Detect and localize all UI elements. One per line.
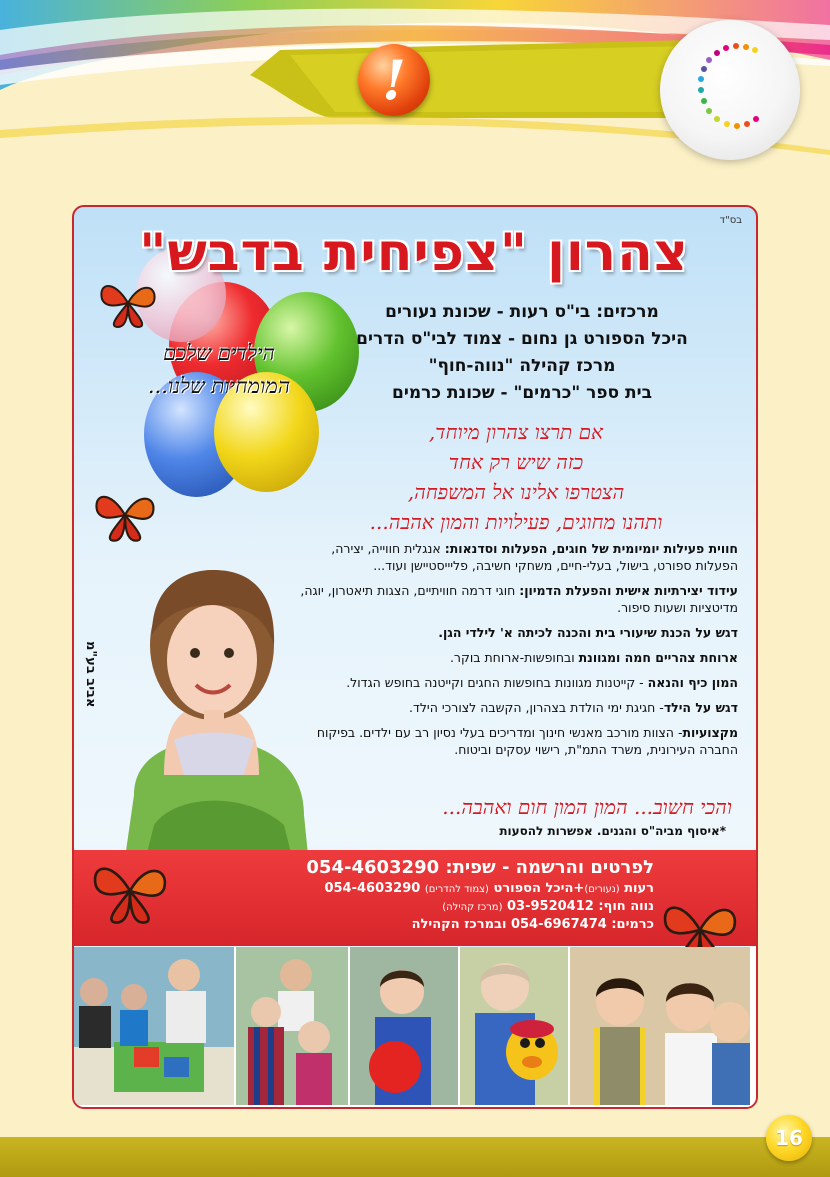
- color-dots-disc-icon: [660, 20, 800, 160]
- exclamation-ball-icon: [358, 44, 430, 116]
- children-photo: [570, 947, 750, 1105]
- page-number-badge: 16: [766, 1115, 812, 1161]
- script-line: אם תרצו צהרון מיוחד,: [428, 420, 604, 444]
- bsd-mark: בס"ד: [719, 215, 742, 226]
- contact-neve: נווה חוף: 03-9520412 (מרכז קהילה): [442, 899, 654, 914]
- script-line: ותהנו מחוגים, פעילויות והמון אהבה...: [369, 510, 663, 534]
- center-line: בית ספר "כרמים" - שכונת כרמים: [391, 383, 652, 403]
- feature-item: דגש על הכנת שיעורי בית והכנה לכיתה א' לילדי הגן.: [438, 625, 738, 640]
- daycare-advertisement: [72, 205, 758, 1109]
- children-photo: [460, 947, 568, 1105]
- contact-kramim: כרמים: 054-6967474 ובמרכז הקהילה: [411, 917, 654, 932]
- photo-credit: אביב בע"מ: [83, 640, 98, 707]
- center-line: היכל הספורט גן נחום - צמוד לבי"ס הדרים: [356, 329, 688, 349]
- feature-item: מקצועיות- הצוות מורכב מאנשי חינוך ומדריכים בעלי נסיון רב עם ילדים. בפיקוח החברה העירונית, משרד התמ"ת, רישוי עסקים וביטוח.: [316, 725, 738, 757]
- butterfly-icon: [88, 854, 172, 928]
- feature-item: עידוד יצירתיות אישית והפעלת הדמיון: חוגי דרמה חוויתיים, הצגות תיאטרון, יוגה, מדיטציות ושעות סיפור.: [300, 583, 738, 615]
- tagline-line: המומחיות שלנו...: [147, 374, 291, 398]
- children-photo-strip: [74, 947, 756, 1107]
- features-list: [298, 540, 738, 766]
- butterfly-icon: [96, 275, 160, 331]
- transport-note: *איסוף מביה"ס והגנים. אפשרות להסעות: [499, 824, 726, 838]
- bottom-bar: [0, 1137, 830, 1177]
- contact-band: [74, 850, 756, 946]
- centers-list: [322, 299, 722, 407]
- center-line: מרכז קהילה "נווה-חוף": [428, 356, 616, 376]
- girl-photo: [94, 525, 324, 865]
- invitation-script: [306, 417, 726, 537]
- feature-item: ארוחת צהריים חמה ומגוונת ובחופשות-ארוחת בוקר.: [449, 650, 738, 665]
- ad-title: צהרון "צפיחית בדבש": [139, 223, 689, 283]
- feature-item: חווית פעילות יומיומית של חוגים, הפעלות וסדנאות: אנגלית חווייה, יצירה, הפעלות ספורט, בישול, בעלי-חיים, משחקי חשיבה, פליייסטיישן ועוד...: [331, 541, 738, 573]
- kids-tagline: [114, 337, 324, 403]
- children-photo: [350, 947, 458, 1105]
- contact-main: לפרטים והרשמה - שפית: 054-4603290: [306, 857, 654, 878]
- tagline-line: הילדים שלכם: [163, 341, 275, 365]
- script-line: הצטרפו אלינו אל המשפחה,: [407, 480, 625, 504]
- contact-reut: רעות (נעורים)+היכל הספורט (צמוד להדרים) 054-4603290: [324, 881, 654, 896]
- important-line: והכי חשוב... המון המון חום ואהבה...: [442, 795, 732, 819]
- children-photo: [74, 947, 234, 1105]
- contact-lines: [194, 856, 654, 933]
- script-line: כזה שיש רק אחד: [448, 450, 584, 474]
- exclamation-mark: !: [382, 48, 406, 112]
- center-line: מרכזים: בי"ס רעות - שכונת נעורים: [385, 302, 659, 322]
- feature-item: דגש על הילד- חגיגת ימי הולדת בצהרון, הקשבה לצורכי הילד.: [409, 700, 738, 715]
- feature-item: המון כיף והנאה - קייטנות מגוונות בחופשות החגים וקייטנה בחופש הגדול.: [346, 675, 738, 690]
- children-photo: [236, 947, 348, 1105]
